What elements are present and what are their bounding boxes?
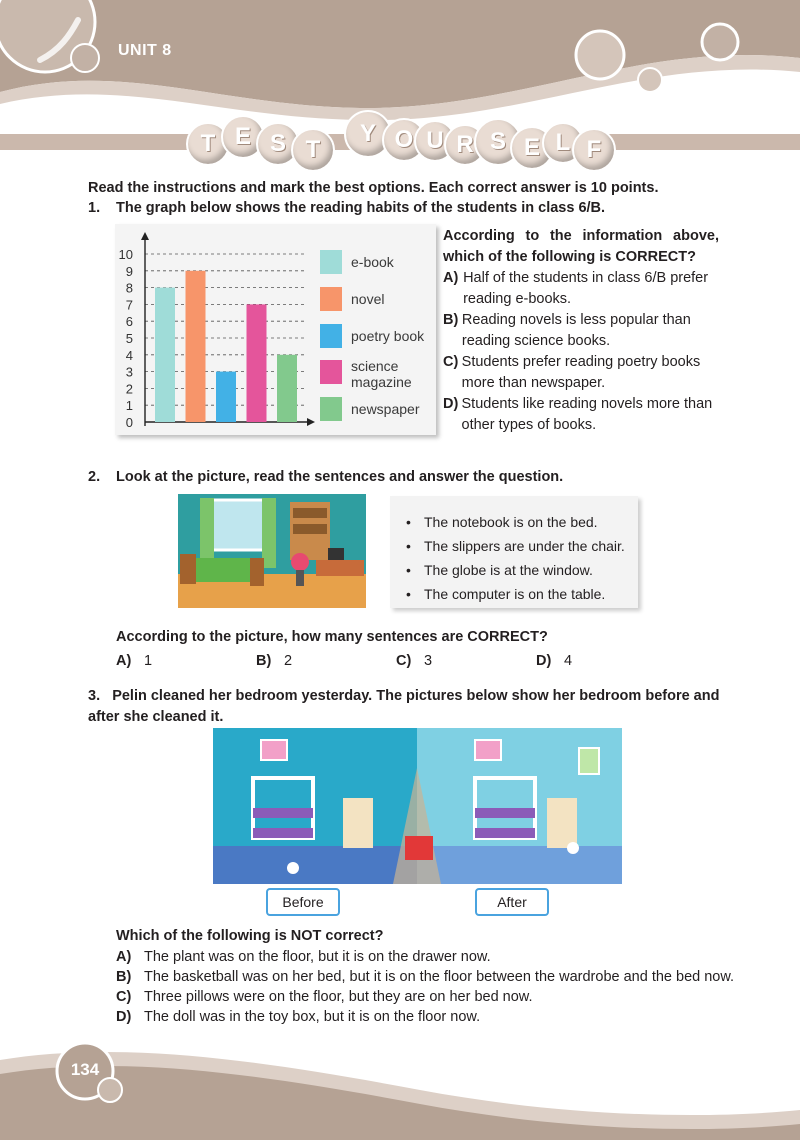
bar-chart <box>115 224 436 435</box>
q2-option-b[interactable] <box>256 653 292 669</box>
title-letter: O <box>382 118 426 162</box>
option-letter: D) <box>116 1009 132 1025</box>
bar-novel <box>186 271 206 422</box>
option-letter: D) <box>536 653 552 669</box>
q1-option-a[interactable] <box>443 268 719 310</box>
option-letter: C) <box>396 653 412 669</box>
x-axis-arrow <box>307 418 315 426</box>
q3-question: Which of the following is NOT correct? <box>116 928 384 944</box>
sentence-text: The computer is on the table. <box>424 586 606 602</box>
legend-swatch <box>320 287 342 311</box>
y-tick-label: 7 <box>125 297 133 313</box>
option-text: Three pillows were on the floor, but they are on her bed now. <box>144 989 533 1005</box>
title-letter: E <box>221 115 265 159</box>
q3-option-a[interactable] <box>116 947 766 967</box>
q1-number: 1. <box>88 200 101 216</box>
option-letter: D) <box>443 396 459 412</box>
y-tick-label: 3 <box>125 364 133 380</box>
option-text: Half of the students in class 6/B prefer reading e-books. <box>463 270 709 307</box>
option-text: The doll was in the toy box, but it is on the floor now. <box>144 1009 481 1025</box>
y-tick-label: 9 <box>125 263 133 279</box>
after-label: After <box>475 888 549 916</box>
legend-label: poetry book <box>351 328 425 344</box>
bar-e-book <box>155 288 175 422</box>
sentence-text: The notebook is on the bed. <box>424 514 598 530</box>
option-text: 4 <box>564 653 573 669</box>
option-letter: A) <box>116 949 132 965</box>
bedroom-illustration <box>178 494 366 608</box>
y-tick-label: 5 <box>125 331 133 346</box>
option-text: The basketball was on her bed, but it is on the floor between the wardrobe and the bed now. <box>144 969 735 985</box>
legend-swatch <box>320 324 342 348</box>
q1-text: The graph below shows the reading habits of the students in class 6/B. <box>116 200 606 216</box>
title-letter: R <box>444 124 486 166</box>
before-after-illustration <box>213 728 622 884</box>
bar-science-magazine <box>247 304 267 422</box>
q3-text: Pelin cleaned her bedroom yesterday. The pictures below show her bedroom before and after she cleaned it. <box>88 688 720 725</box>
before-label: Before <box>266 888 340 916</box>
q3-stem <box>88 686 728 728</box>
title-letter: U <box>414 120 456 162</box>
instructions: Read the instructions and mark the best options. Each correct answer is 10 points. <box>88 180 659 196</box>
q1-option-c[interactable] <box>443 352 719 394</box>
legend-label: novel <box>351 291 385 307</box>
q2-option-a[interactable] <box>116 653 152 669</box>
option-text: Students like reading novels more than other types of books. <box>461 396 713 433</box>
y-tick-label: 2 <box>125 381 133 397</box>
sentence-item: • The slippers are under the chair. <box>406 538 625 554</box>
q3-option-c[interactable] <box>116 987 766 1007</box>
unit-label: UNIT 8 <box>118 42 172 59</box>
title-letter: T <box>186 122 230 166</box>
sentence-item: • The notebook is on the bed. <box>406 514 598 530</box>
option-text: 3 <box>424 653 433 669</box>
footer-decoration <box>0 1030 800 1140</box>
q3-option-d[interactable] <box>116 1007 766 1027</box>
option-letter: B) <box>443 312 459 328</box>
title-letter: L <box>542 122 584 164</box>
q3-option-b[interactable] <box>116 967 766 987</box>
y-tick-label: 0 <box>125 415 133 430</box>
legend-label: science magazine <box>351 358 412 390</box>
y-tick-label: 4 <box>125 347 133 363</box>
legend-label: newspaper <box>351 401 420 417</box>
q2-text: Look at the picture, read the sentences and answer the question. <box>116 469 564 485</box>
q2-option-d[interactable] <box>536 653 572 669</box>
option-letter: C) <box>116 989 132 1005</box>
title-letter: Y <box>344 110 392 158</box>
sentence-text: The slippers are under the chair. <box>424 538 625 554</box>
legend-label: e-book <box>351 254 394 270</box>
bar-newspaper <box>277 355 297 422</box>
q2-question: According to the picture, how many sentences are CORRECT? <box>116 629 548 645</box>
legend-swatch <box>320 397 342 421</box>
option-text: Reading novels is less popular than reading science books. <box>461 312 691 349</box>
y-tick-label: 8 <box>125 280 133 296</box>
legend-swatch <box>320 250 342 274</box>
bar-poetry-book <box>216 372 236 422</box>
option-letter: B) <box>256 653 272 669</box>
q1-options <box>443 268 719 436</box>
sentence-text: The globe is at the window. <box>424 562 593 578</box>
y-axis-arrow <box>141 232 149 240</box>
option-text: 1 <box>144 653 153 669</box>
q1-option-d[interactable] <box>443 394 719 436</box>
sentence-item: • The globe is at the window. <box>406 562 593 578</box>
y-tick-label: 6 <box>125 314 133 330</box>
legend-swatch <box>320 360 342 384</box>
q2-number: 2. <box>88 469 101 485</box>
q3-number: 3. <box>88 688 101 704</box>
option-text: 2 <box>284 653 293 669</box>
sentence-item: • The computer is on the table. <box>406 586 606 602</box>
q2-option-c[interactable] <box>396 653 432 669</box>
title-letter: S <box>256 122 300 166</box>
option-letter: C) <box>443 354 459 370</box>
y-tick-label: 10 <box>118 247 133 262</box>
option-letter: A) <box>443 270 459 286</box>
q1-question: According to the information above, which of the following is CORRECT? <box>443 228 719 265</box>
page-number: 134 <box>70 1060 100 1079</box>
q1-option-b[interactable] <box>443 310 719 352</box>
option-letter: B) <box>116 969 132 985</box>
title-letter: F <box>572 128 616 172</box>
title-letter: S <box>474 118 522 166</box>
y-tick-label: 1 <box>125 398 133 414</box>
q3-options <box>116 947 766 1027</box>
q2-sentences <box>390 496 638 608</box>
option-text: Students prefer reading poetry books more than newspaper. <box>461 354 701 391</box>
bar-chart-svg <box>115 224 436 435</box>
title-letter: T <box>291 128 335 172</box>
option-text: The plant was on the floor, but it is on the drawer now. <box>144 949 491 965</box>
option-letter: A) <box>116 653 132 669</box>
title-letter: E <box>510 126 554 170</box>
